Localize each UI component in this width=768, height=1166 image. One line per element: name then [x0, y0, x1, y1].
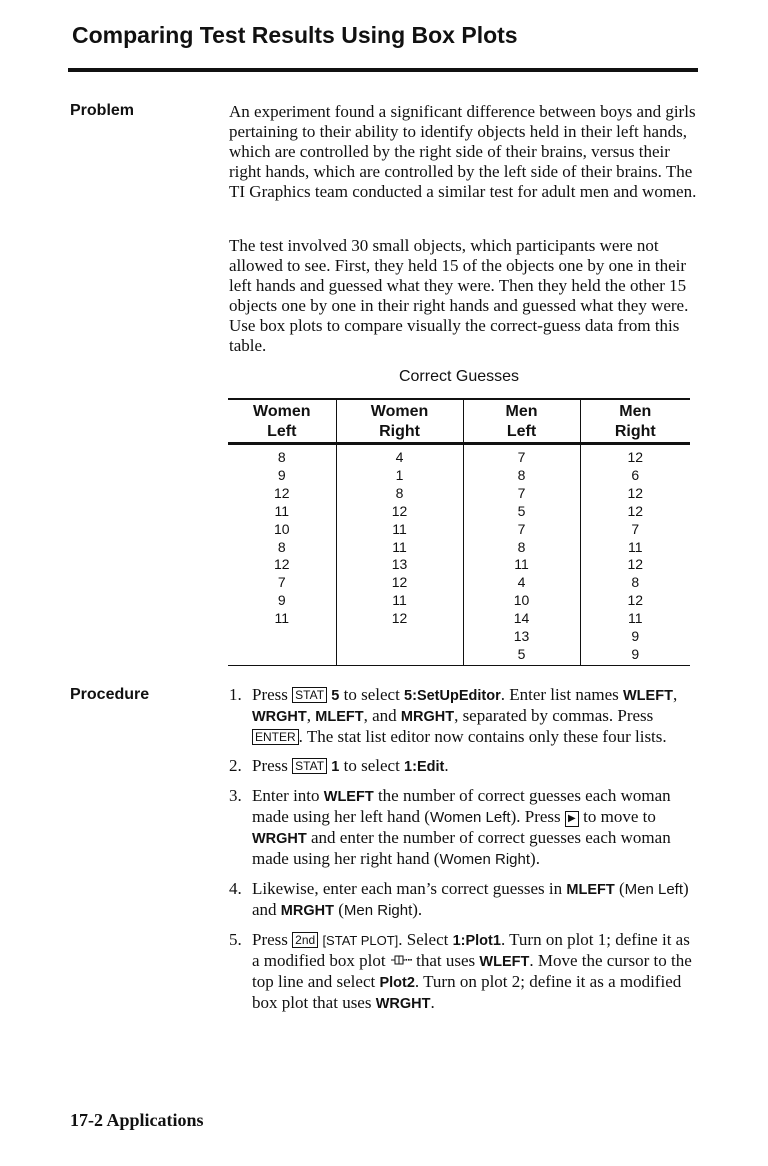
- table-cell: 11: [274, 610, 290, 627]
- table-cell: 8: [336, 485, 463, 503]
- table-cell: 7: [463, 485, 580, 503]
- problem-paragraph-1: An experiment found a significant difference between boys and girls pertaining to their ability to identify objects held in their left hands, which are controlled by the right side of their brains, versus their right hands, which are controlled by the left side of their brains. The TI Graphics team conducted a similar test for adult men and women.: [229, 102, 697, 201]
- second-key: 2nd: [292, 932, 318, 948]
- page-title: Comparing Test Results Using Box Plots: [72, 22, 518, 48]
- table-row: [228, 646, 690, 665]
- table-cell: 9: [580, 646, 690, 665]
- table-cell: 8: [277, 449, 286, 465]
- stat-key: STAT: [292, 687, 327, 703]
- table-caption: Correct Guesses: [398, 368, 520, 385]
- table-cell: 12: [580, 556, 690, 574]
- table-cell: 13: [336, 556, 463, 574]
- table-row: [228, 628, 690, 646]
- table-cell: 11: [336, 592, 463, 610]
- table-cell: 12: [580, 503, 690, 521]
- table-row: [228, 467, 690, 485]
- table-cell: 11: [336, 539, 463, 557]
- column-header: Women Right: [336, 399, 463, 444]
- table-cell: 7: [463, 521, 580, 539]
- table-cell: 12: [580, 592, 690, 610]
- problem-heading: Problem: [70, 102, 135, 119]
- table-cell: 12: [336, 610, 463, 628]
- procedure-step-1: 1. Press STAT 5 to select 5:SetUpEditor. Enter list names WLEFT, WRGHT, MLEFT, and MRGHT, separated by commas. Press ENTER . The stat list editor now contains only these four lists.: [229, 685, 678, 746]
- modified-box-plot-icon: [390, 954, 412, 966]
- table-cell: 8: [580, 574, 690, 592]
- table-cell: [228, 628, 336, 646]
- page-footer: 17-2 Applications: [70, 1110, 204, 1130]
- table-cell: 5: [463, 646, 580, 665]
- procedure-step-2: 2. Press STAT 1 to select 1:Edit.: [229, 756, 449, 775]
- table-cell: 7: [277, 574, 286, 591]
- table-cell: 12: [580, 485, 690, 503]
- column-header: Men Right: [580, 399, 690, 444]
- table-cell: 9: [277, 592, 286, 609]
- table-cell: 7: [580, 521, 690, 539]
- table-cell: 11: [463, 556, 580, 574]
- enter-key: ENTER: [252, 729, 299, 745]
- table-cell: 9: [580, 628, 690, 646]
- procedure-step-5: 5. Press 2nd [STAT PLOT]. Select 1:Plot1. Turn on plot 1; define it as a modified box plot that uses WLEFT. Move the cursor to the top line and select Plot2. Turn on plot 2; define it as a modified box plot that uses WRGHT.: [229, 930, 692, 1012]
- table-cell: 12: [273, 556, 290, 573]
- procedure-steps: [229, 685, 699, 1023]
- table-cell: 12: [336, 503, 463, 521]
- table-cell: 4: [336, 444, 463, 467]
- table-header-row: [228, 399, 690, 444]
- table-cell: 13: [463, 628, 580, 646]
- table-row: [228, 556, 690, 574]
- table-cell: 8: [463, 539, 580, 557]
- table-cell: 14: [463, 610, 580, 628]
- table-cell: 10: [463, 592, 580, 610]
- table-cell: 12: [580, 444, 690, 467]
- table-cell: 5: [463, 503, 580, 521]
- table-row: [228, 574, 690, 592]
- table-cell: 1: [336, 467, 463, 485]
- table-row: [228, 444, 690, 467]
- stat-key: STAT: [292, 758, 327, 774]
- table-cell: [336, 628, 463, 646]
- table-cell: 10: [273, 520, 290, 537]
- problem-paragraph-2: The test involved 30 small objects, which participants were not allowed to see. First, they held 15 of the objects one by one in their left hands and guessed what they were. Then they held the other 15 objects one by one in their right hands and guessed what they were. Use box plots to compare visually the correct-guess data from this table.: [229, 236, 689, 355]
- table-cell: 7: [463, 444, 580, 467]
- table-cell: 11: [336, 521, 463, 539]
- table-cell: 8: [277, 538, 286, 555]
- table-cell: 8: [463, 467, 580, 485]
- table-row: [228, 503, 690, 521]
- table-row: [228, 610, 690, 628]
- procedure-step-4: 4. Likewise, enter each man’s correct guesses in MLEFT (Men Left) and MRGHT (Men Right).: [229, 879, 689, 919]
- title-rule: [68, 68, 698, 72]
- table-row: [228, 592, 690, 610]
- table-cell: 9: [277, 466, 286, 483]
- column-header: Women Left: [228, 399, 336, 444]
- table-cell: 11: [580, 610, 690, 628]
- table-cell: 11: [580, 539, 690, 557]
- table-cell: 12: [336, 574, 463, 592]
- table-row: [228, 485, 690, 503]
- correct-guesses-table: [228, 398, 690, 666]
- table-cell: 4: [463, 574, 580, 592]
- column-header: Men Left: [463, 399, 580, 444]
- procedure-heading: Procedure: [70, 686, 150, 703]
- table-cell: 11: [274, 502, 290, 519]
- table-cell: [336, 646, 463, 665]
- table-cell: [228, 646, 336, 665]
- table-row: [228, 539, 690, 557]
- procedure-step-3: 3. Enter into WLEFT the number of correct guesses each woman made using her left hand (Women Left). Press ▶ to move to WRGHT and enter the number of correct guesses each woman made using her right hand (Women Right).: [229, 786, 671, 868]
- table-cell: 6: [580, 467, 690, 485]
- table-row: [228, 521, 690, 539]
- right-arrow-key-icon: ▶: [565, 811, 579, 827]
- table-cell: 12: [273, 484, 290, 501]
